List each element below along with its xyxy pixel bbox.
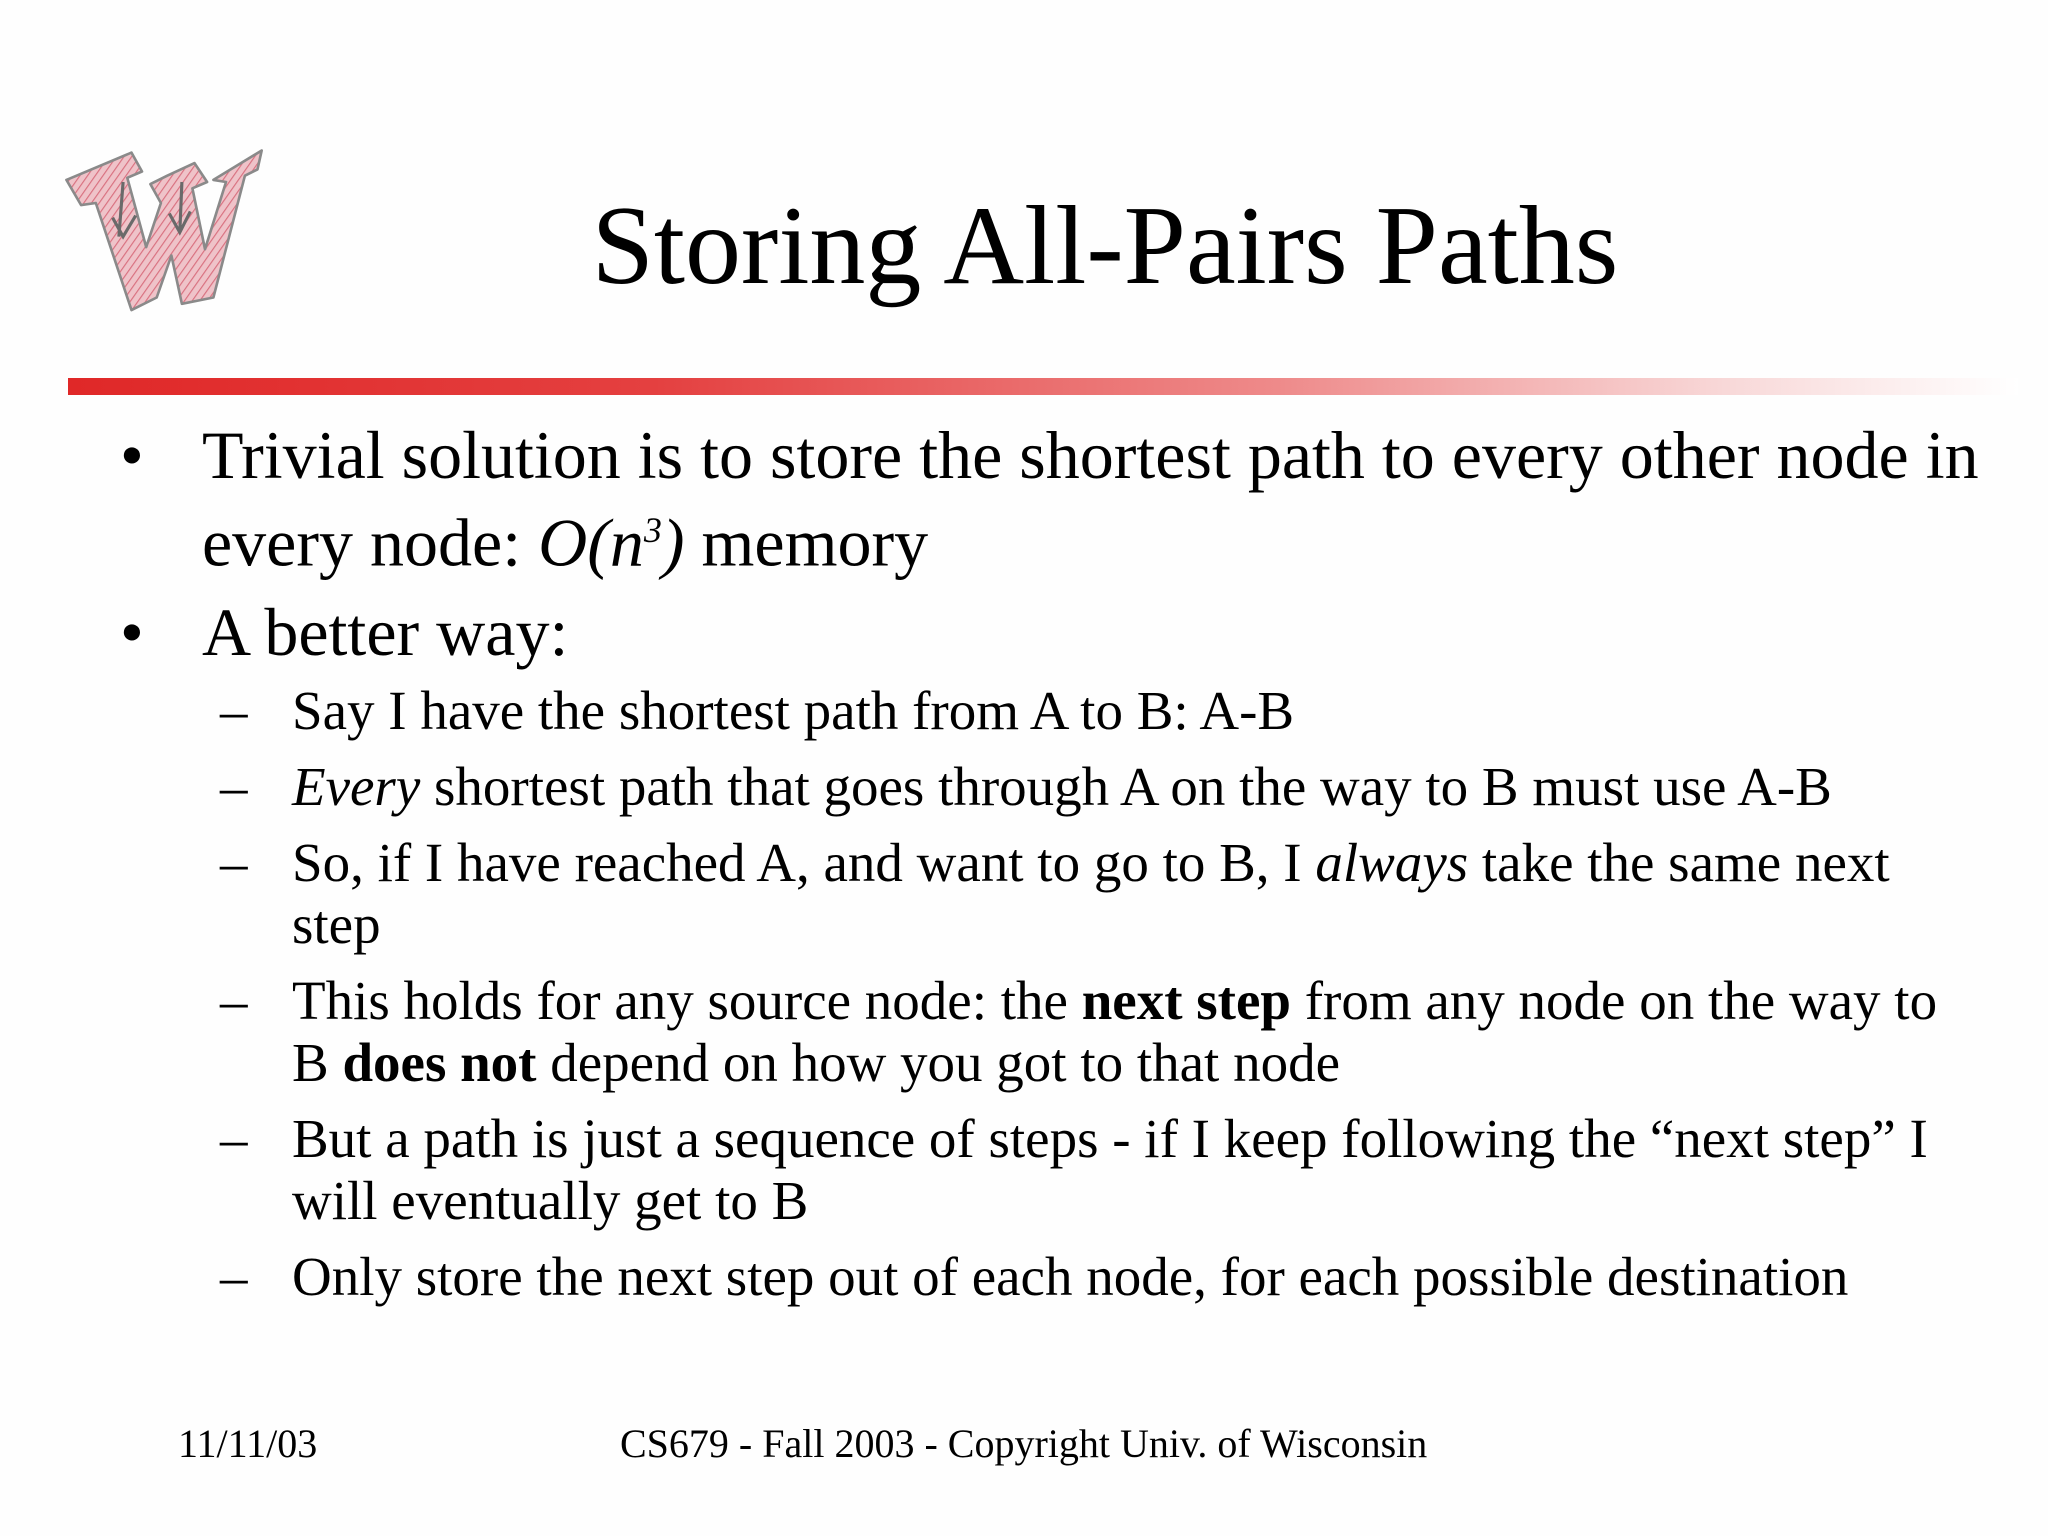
subbullet-bold: does not [342,1031,537,1093]
bullet-item [120,417,1982,581]
bullet-math-italic: O(n [538,504,644,581]
subbullet-item [220,969,1982,1094]
title-divider [68,378,2018,395]
footer-course: CS679 - Fall 2003 - Copyright Univ. of Wisconsin [620,1421,1428,1466]
subbullet-item [220,1107,1982,1232]
subbullet-item [220,755,1982,818]
bullet-marker: • [120,593,144,670]
wisconsin-w-logo-icon [58,140,268,350]
subbullet-item [220,679,1982,742]
bullet-text: Trivial solution is to store the shortest path to every other node in every node: [202,417,1979,581]
subbullet-italic: Every [292,755,421,817]
subbullet-text: Only store the next step out of each node, for each possible destination [292,1245,1849,1307]
subbullet-item [220,1245,1982,1308]
subbullet-dash: – [220,969,248,1031]
subbullet-italic: always [1315,831,1469,893]
bullet-marker: • [120,417,144,493]
subbullet-dash: – [220,1107,248,1169]
subbullet-text-tail: depend on how you got to that node [536,1031,1340,1093]
bullet-math-superscript: 3 [643,510,662,550]
bullet-item [120,593,1982,670]
footer-date: 11/11/03 [178,1421,318,1466]
page-title: Storing All-Pairs Paths [591,184,1619,308]
subbullet-text: But a path is just a sequence of steps - if I keep following the “next step” I will eventually get to B [292,1107,1928,1231]
subbullet-text: Say I have the shortest path from A to B: A-B [292,679,1295,741]
slide-content [0,418,2048,1308]
subbullet-text-tail: take the same next step [292,831,1890,955]
subbullet-dash: – [220,679,248,741]
bullet-text: A better way: [202,593,569,670]
subbullet-text: shortest path that goes through A on the way to B must use A-B [420,755,1832,817]
subbullet-dash: – [220,755,248,817]
subbullet-dash: – [220,1245,248,1307]
subbullet-dash: – [220,831,248,893]
subbullet-bold: next step [1081,969,1291,1031]
subbullet-text: So, if I have reached A, and want to go to B, I [292,831,1316,893]
subbullet-item [220,831,1982,956]
subbullet-text: This holds for any source node: the [292,969,1082,1031]
bullet-math-italic-close: ) [661,504,685,581]
subbullet-text-mid: from any node on the way to B [292,969,1938,1093]
bullet-text-tail: memory [684,504,929,581]
